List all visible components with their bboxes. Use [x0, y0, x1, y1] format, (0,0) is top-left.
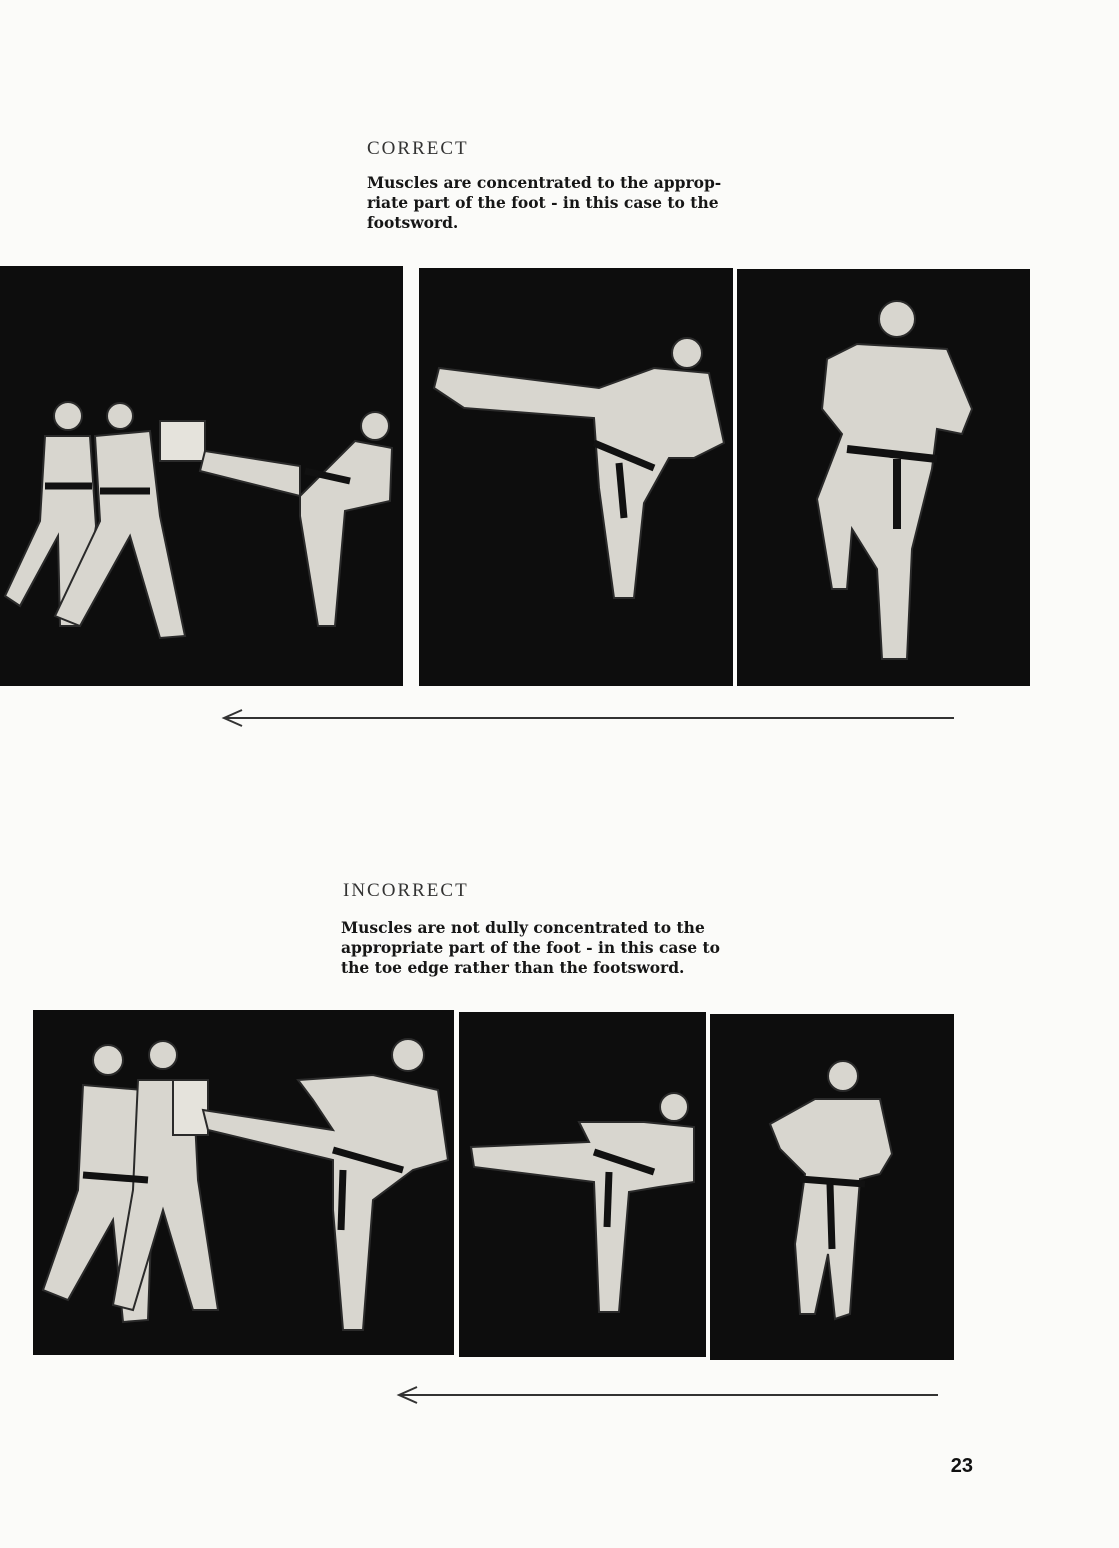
- incorrect-heading: INCORRECT: [343, 880, 469, 901]
- incorrect-photo-stance: [710, 1014, 954, 1360]
- correct-direction-arrow: [220, 707, 956, 729]
- incorrect-photo-kick: [459, 1012, 706, 1357]
- incorrect-caption: Muscles are not dully concentrated to the appropriate part of the foot - in this case to the toe edge rather than the footsword.: [341, 918, 720, 977]
- incorrect-direction-arrow: [395, 1384, 940, 1406]
- correct-heading: CORRECT: [367, 138, 469, 159]
- correct-photo-impact: [0, 266, 403, 686]
- correct-photo-kick: [419, 268, 733, 686]
- incorrect-photo-impact: [33, 1010, 454, 1355]
- page-number: 23: [950, 1455, 973, 1477]
- correct-caption: Muscles are concentrated to the approp- riate part of the foot - in this case to the footsword.: [367, 173, 722, 232]
- correct-photo-stance: [737, 269, 1030, 686]
